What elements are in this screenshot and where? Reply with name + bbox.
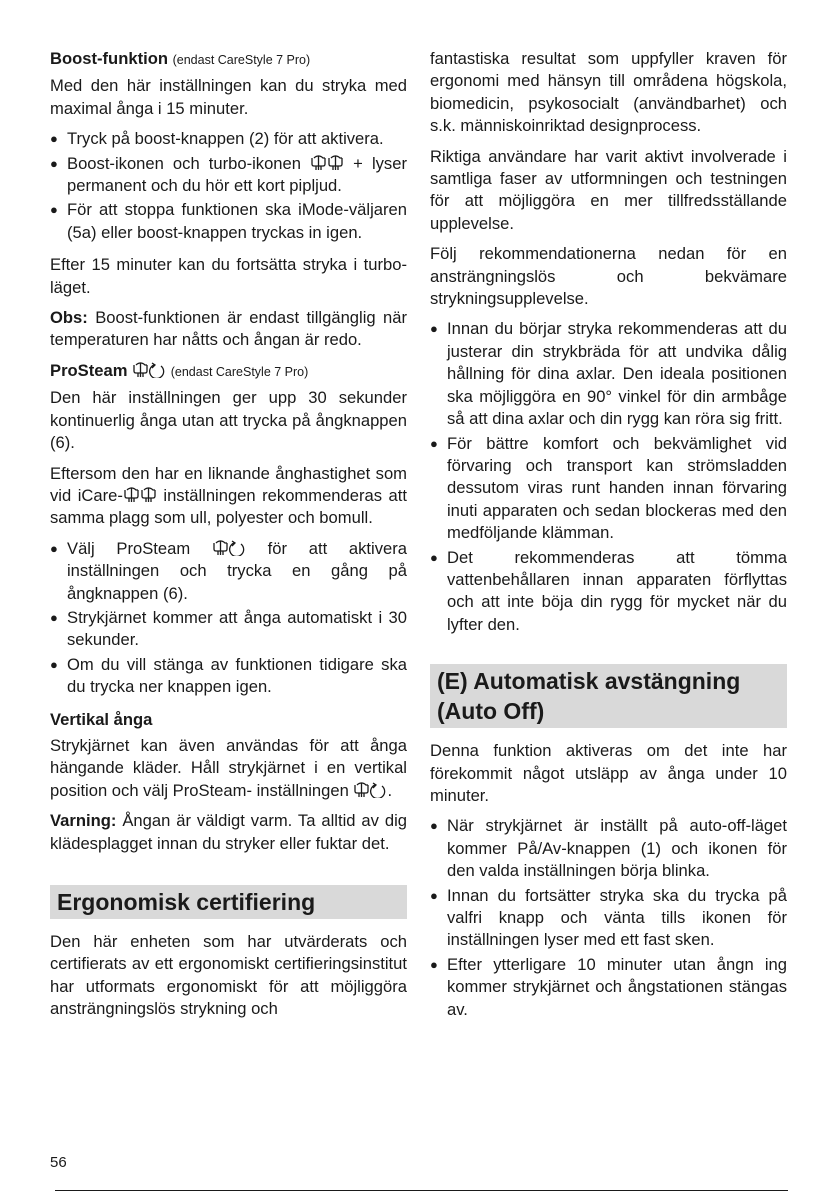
prosteam-p2: Eftersom den har en liknande ånghastighet som vid iCare- inställningen rekommenderas att samma plagg som ull, polyester och bomull. <box>50 463 407 528</box>
boost-intro: Med den här inställningen kan du stryka med maximal ånga i 15 minuter. <box>50 76 407 118</box>
ergo-list <box>430 318 787 636</box>
list-item: ● Det rekommenderas att tömma vattenbehållaren innan apparaten förflyttas och att inte böja din rygg för mycket när du lyfter den. <box>430 547 787 637</box>
prosteam-note: (endast CareStyle 7 Pro) <box>170 364 309 379</box>
list-item: ● Innan du fortsätter stryka ska du trycka på valfri knapp och vänta tills ikonen för inställningen lyser med ett fast sken. <box>430 885 787 952</box>
steam-burst-icon <box>310 154 327 171</box>
list-item: ● Om du vill stänga av funktionen tidigare ska du trycka ner knappen igen. <box>50 654 407 699</box>
prosteam-p1: Den här inställningen ger upp 30 sekunder kontinuerlig ånga utan att trycka på ångknappen (6). <box>50 388 407 453</box>
boost-subheading <box>50 48 407 71</box>
boost-list <box>50 128 407 244</box>
steam-burst-icon <box>327 154 344 171</box>
steam-cycle-icon <box>353 781 387 798</box>
page-number: 56 <box>50 1154 67 1171</box>
list-item: ● Välj ProSteam för att aktivera inställningen och trycka en gång på ångknappen (6). <box>50 538 407 605</box>
steam-cycle-icon <box>212 539 246 556</box>
auto-off-list <box>430 815 787 1021</box>
boost-title: Boost-funktion <box>50 49 168 68</box>
prosteam-subheading <box>50 360 407 383</box>
auto-off-heading: (E) Automatisk avstängning (Auto Off) <box>430 664 787 728</box>
list-item: ● Strykjärnet kommer att ånga automatiskt i 30 sekunder. <box>50 607 407 652</box>
list-item: ● När strykjärnet är inställt på auto-off-läget kommer På/Av-knappen (1) och ikonen för den valda inställningen börja blinka. <box>430 815 787 882</box>
vertical-p1: Strykjärnet kan även användas för att ånga hängande kläder. Håll strykjärnet i en vertikal position och välj ProSteam- inställningen . <box>50 735 407 800</box>
prosteam-list <box>50 538 407 699</box>
vertical-subheading: Vertikal ånga <box>50 709 153 729</box>
ergo-p3: Följ rekommendationerna nedan för en ansträngningslös och bekvämare strykningsupplevelse. <box>430 244 787 309</box>
steam-burst-icon <box>123 486 157 503</box>
list-item: ● Efter ytterligare 10 minuter utan ångn ing kommer strykjärnet och ångstationen stängas av. <box>430 954 787 1021</box>
boost-obs: Obs: Boost-funktionen är endast tillgänglig när temperaturen har nåtts och ångan är redo. <box>50 308 407 350</box>
left-column <box>50 48 407 1029</box>
prosteam-title: ProSteam <box>50 360 128 380</box>
list-item: ● Tryck på boost-knappen (2) för att aktivera. <box>50 128 407 150</box>
boost-note: (endast CareStyle 7 Pro) <box>172 53 311 67</box>
ergo-p1-cont: fantastiska resultat som uppfyller kraven för ergonomi med hänsyn till områdena högskola, biomedicin, psykosocialt (användbarhet) och s.k. människoinriktad designprocess. <box>430 49 787 136</box>
list-item: ● För bättre komfort och bekvämlighet vid förvaring och transport kan strömsladden dessutom viras runt handen innan förvaring inuti apparaten och sedan blockeras med den medföljande klämman. <box>430 433 787 545</box>
ergo-p2: Riktiga användare har varit aktivt involverade i samtliga faser av utformningen och testningen för att möjliggöra en mer tillfredsställande upplevelse. <box>430 146 787 233</box>
list-item: ● För att stoppa funktionen ska iMode-väljaren (5a) eller boost-knappen tryckas in igen. <box>50 199 407 244</box>
list-item: ● Boost-ikonen och turbo-ikonen + lyser permanent och du hör ett kort pipljud. <box>50 153 407 198</box>
footer-rule <box>55 1190 788 1191</box>
right-column <box>430 48 787 1031</box>
ergo-p1: Den här enheten som har utvärderats och certifierats av ett ergonomiskt certifieringsinstitut har utformats ergonomiskt för att möjliggöra ansträngningslös strykning och <box>50 932 407 1019</box>
steam-cycle-icon <box>132 361 166 378</box>
list-item: ● Innan du börjar stryka rekommenderas att du justerar din strykbräda för att undvika dålig hållning för dina axlar. Den ideala positionen ska möjliggöra en 90° vinkel för din armbåge så att dina axlar och din rygg kan röra sig fritt. <box>430 318 787 430</box>
auto-off-p1: Denna funktion aktiveras om det inte har förekommit något utsläpp av ånga under 10 minuter. <box>430 741 787 805</box>
vertical-warning: Varning: Ångan är väldigt varm. Ta alltid av dig klädesplagget innan du stryker eller fuktar det. <box>50 811 407 853</box>
ergo-heading: Ergonomisk certifiering <box>50 885 407 919</box>
boost-after: Efter 15 minuter kan du fortsätta stryka i turbo-läget. <box>50 255 407 297</box>
